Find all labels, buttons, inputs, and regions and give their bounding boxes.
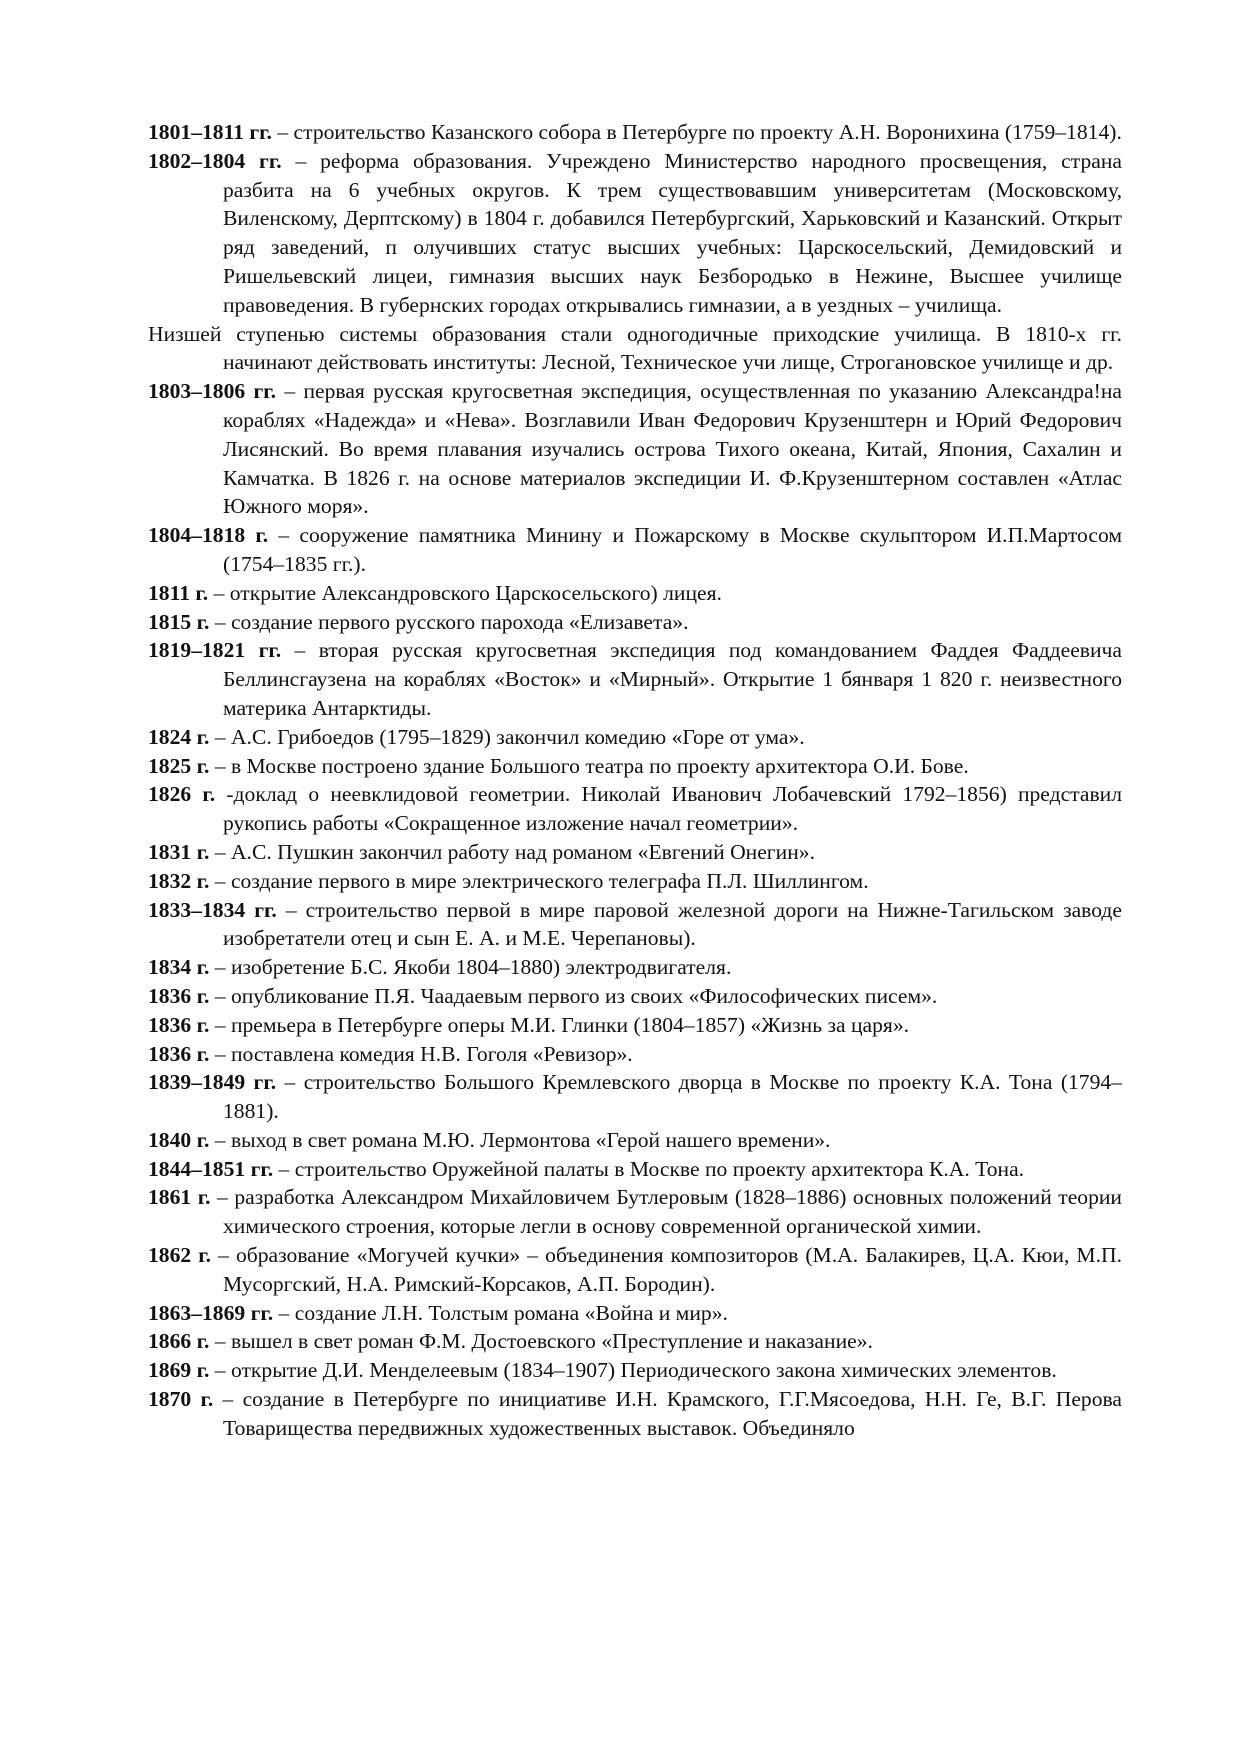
timeline-entry bbox=[148, 867, 1122, 896]
entry-date: 1861 г. bbox=[148, 1185, 211, 1210]
entry-date: 1826 г. bbox=[148, 782, 216, 807]
entry-date: 1833–1834 гг. bbox=[148, 897, 277, 922]
entry-text: – вышел в свет роман Ф.М. Достоевского «Преступление и наказание». bbox=[209, 1329, 873, 1354]
timeline-entry bbox=[148, 1068, 1122, 1126]
timeline-entry bbox=[148, 521, 1122, 579]
timeline-entry bbox=[148, 982, 1122, 1011]
entry-text: Низшей ступенью системы образования стали одногодичные приходские училища. В 1810-х гг. начинают действовать институты: Лесной, Техническое учи лище, Строгановское училище и др. bbox=[148, 321, 1122, 375]
entry-date: 1834 г. bbox=[148, 955, 210, 980]
entry-date: 1839–1849 гг. bbox=[148, 1070, 277, 1095]
entry-date: 1844–1851 гг. bbox=[148, 1156, 274, 1181]
timeline-entry bbox=[148, 1385, 1122, 1443]
entry-date: 1802–1804 гг. bbox=[148, 148, 282, 173]
entry-text: – создание первого русского парохода «Елизавета». bbox=[209, 609, 689, 634]
entry-text: – реформа образования. Учреждено Министерство народного просвещения, страна разбита на 6 учебных округов. К трем существовавшим университетам (Московскому, Виленскому, Дерптскому) в 1804 г. добавился Петербургский, Харьковский и Казанский. Открыт ряд заведений, п олучивших статус высших учебных: Царскосельский, Демидовский и Ришельевский лицеи, гимназия высших наук Безбородько в Нежине, Высшее училище правоведения. В губернских городах открывались гимназии, а в уездных – училища. bbox=[223, 148, 1122, 317]
entry-text: – сооружение памятника Минину и Пожарскому в Москве скульптором И.П.Мартосом (1754–1835 гг.). bbox=[223, 523, 1122, 576]
entry-date: 1870 г. bbox=[148, 1387, 214, 1412]
entry-date: 1804–1818 г. bbox=[148, 523, 269, 548]
timeline-entry bbox=[148, 377, 1122, 521]
entry-date: 1866 г. bbox=[148, 1329, 210, 1354]
entry-date: 1840 г. bbox=[148, 1127, 210, 1152]
timeline-entry bbox=[148, 953, 1122, 982]
entry-text: – создание в Петербурге по инициативе И.Н. Крамского, Г.Г.Мясоедова, Н.Н. Ге, В.Г. Перова Товарищества передвижных художественных выставок. Объединяло bbox=[213, 1387, 1122, 1440]
entry-date: 1803–1806 гг. bbox=[148, 379, 277, 404]
entry-date: 1836 г. bbox=[148, 1041, 210, 1066]
entry-text: – вторая русская кругосветная экспедиция под командованием Фаддея Фаддеевича Беллинсгаузена на кораблях «Восток» и «Мирный». Открытие 1 бянваря 1 820 г. неизвестного материка Антарктиды. bbox=[223, 638, 1122, 720]
entry-text: – создание Л.Н. Толстым романа «Война и мир». bbox=[273, 1300, 728, 1325]
timeline-entry bbox=[148, 1241, 1122, 1299]
timeline-entry bbox=[148, 752, 1122, 781]
entry-text: – А.С. Пушкин закончил работу над романом «Евгений Онегин». bbox=[209, 839, 815, 864]
timeline-entry bbox=[148, 1327, 1122, 1356]
entry-date: 1825 г. bbox=[148, 753, 210, 778]
timeline-entry bbox=[148, 320, 1122, 378]
entry-date: 1811 г. bbox=[148, 580, 209, 605]
entry-text: – открытие Д.И. Менделеевым (1834–1907) Периодического закона химических элементов. bbox=[209, 1358, 1057, 1383]
entry-date: 1815 г. bbox=[148, 609, 210, 634]
entry-text: – открытие Александровского Царскосельского) лицея. bbox=[208, 580, 722, 605]
entry-text: – А.С. Грибоедов (1795–1829) закончил комедию «Горе от ума». bbox=[209, 724, 805, 749]
entry-date: 1836 г. bbox=[148, 983, 210, 1008]
timeline-entry bbox=[148, 118, 1122, 147]
entry-text: – разработка Александром Михайловичем Бутлеровым (1828–1886) основных положений теории химического строения, которые легли в основу современной органической химии. bbox=[210, 1185, 1122, 1239]
entry-text: – образование «Могучей кучки» – объединения композиторов (М.А. Балакирев, Ц.А. Кюи, М.П. Мусоргский, Н.А. Римский-Корсаков, А.П. Бородин). bbox=[211, 1243, 1123, 1296]
timeline-entry bbox=[148, 608, 1122, 637]
timeline-entry bbox=[148, 723, 1122, 752]
entry-date: 1869 г. bbox=[148, 1358, 210, 1383]
entry-date: 1836 г. bbox=[148, 1012, 210, 1037]
timeline-entry bbox=[148, 147, 1122, 320]
entry-text: – опубликование П.Я. Чаадаевым первого из своих «Философических писем». bbox=[209, 983, 938, 1008]
timeline-entry bbox=[148, 1299, 1122, 1328]
timeline-entry bbox=[148, 636, 1122, 722]
entry-text: – поставлена комедия Н.В. Гоголя «Ревизор». bbox=[209, 1041, 633, 1066]
timeline-entry bbox=[148, 579, 1122, 608]
timeline-entry bbox=[148, 780, 1122, 838]
timeline-entry bbox=[148, 896, 1122, 954]
entry-date: 1824 г. bbox=[148, 724, 210, 749]
entry-text: – первая русская кругосветная экспедиция, осуществленная по указанию Александра!на кораблях «Надежда» и «Нева». Возглавили Иван Федорович Крузенштерн и Юрий Федорович Лисянский. Во время плавания изучались острова Тихого океана, Китай, Япония, Сахалин и Камчатка. В 1826 г. на основе материалов экспедиции И. Ф.Крузенштерном составлен «Атлас Южного моря». bbox=[223, 379, 1122, 519]
entry-date: 1801–1811 гг. bbox=[148, 120, 272, 144]
entry-text: – создание первого в мире электрического телеграфа П.Л. Шиллингом. bbox=[209, 868, 869, 893]
entry-text: – в Москве построено здание Большого театра по проекту архитектора О.И. Бове. bbox=[209, 753, 969, 778]
timeline-entry bbox=[148, 1011, 1122, 1040]
entry-date: 1819–1821 гг. bbox=[148, 638, 282, 663]
entry-text: – премьера в Петербурге оперы М.И. Глинки (1804–1857) «Жизнь за царя». bbox=[209, 1012, 910, 1037]
entry-date: 1831 г. bbox=[148, 839, 210, 864]
timeline-entry bbox=[148, 1356, 1122, 1385]
entry-text: – строительство Оружейной палаты в Москве по проекту архитектора К.А. Тона. bbox=[273, 1156, 1025, 1181]
entry-date: 1863–1869 гг. bbox=[148, 1300, 274, 1325]
timeline-entry bbox=[148, 1155, 1122, 1184]
entry-text: – строительство Большого Кремлевского дворца в Москве по проекту К.А. Тона (1794–1881). bbox=[223, 1070, 1122, 1124]
timeline-entry bbox=[148, 1183, 1122, 1241]
timeline-entry bbox=[148, 1040, 1122, 1069]
entry-date: 1832 г. bbox=[148, 868, 210, 893]
timeline-entry bbox=[148, 1126, 1122, 1155]
document-page bbox=[148, 118, 1122, 1443]
entry-text: – строительство Казанского собора в Петербурге по проекту А.Н. Воронихина (1759–1814). bbox=[271, 120, 1122, 144]
timeline-entry bbox=[148, 838, 1122, 867]
entry-text: – выход в свет романа М.Ю. Лермонтова «Герой нашего времени». bbox=[209, 1127, 831, 1152]
entry-text: -доклад о неевклидовой геометрии. Николай Иванович Лобачевский 1792–1856) представил рукопись работы «Сокращенное изложение начал геометрии». bbox=[215, 782, 1122, 836]
entry-text: – изобретение Б.С. Якоби 1804–1880) электродвигателя. bbox=[209, 955, 732, 980]
entry-text: – строительство первой в мире паровой железной дороги на Нижне-Тагильском заводе изобретатели отец и сын Е. А. и М.Е. Черепановы). bbox=[223, 897, 1122, 951]
entry-date: 1862 г. bbox=[148, 1243, 212, 1268]
